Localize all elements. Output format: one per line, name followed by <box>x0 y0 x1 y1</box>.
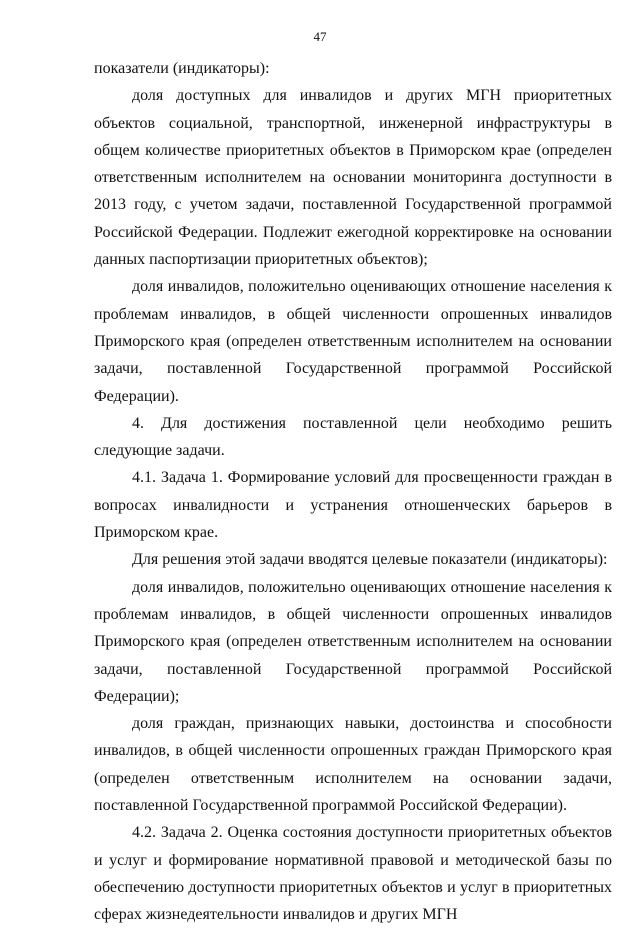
document-body <box>94 55 612 929</box>
paragraph-task-1-indicator-citizens: доля граждан, признающих навыки, достоинства и способности инвалидов, в общей численности опрошенных граждан Приморского края (определен ответственным исполнителем на основании задачи, поставленной Государственной программой Российской Федерации). <box>94 715 612 815</box>
paragraph-task-2: 4.2. Задача 2. Оценка состояния доступности приоритетных объектов и услуг и формирование нормативной правовой и методической базы по обеспечению доступности приоритетных объектов и услуг в приоритетных сферах жизнедеятельности инвалидов и других МГН <box>94 824 612 924</box>
paragraph-section-4: 4. Для достижения поставленной цели необходимо решить следующие задачи. <box>94 414 612 460</box>
paragraph-task-1-indicator-attitude: доля инвалидов, положительно оценивающих отношение населения к проблемам инвалидов, в общей численности опрошенных инвалидов Приморского края (определен ответственным исполнителем на основании задачи, поставленной Государственной программой Российской Федерации); <box>94 578 612 705</box>
paragraph-task-1-indicators: Для решения этой задачи вводятся целевые показатели (индикаторы): <box>132 551 608 569</box>
page-number: 47 <box>313 29 327 44</box>
paragraph-indicator-disabled-attitude: доля инвалидов, положительно оценивающих отношение населения к проблемам инвалидов, в общей численности опрошенных инвалидов Приморского края (определен ответственным исполнителем на основании задачи, поставленной Государственной программой Российской Федерации). <box>94 278 612 405</box>
paragraph-indicator-accessible-objects: доля доступных для инвалидов и других МГН приоритетных объектов социальной, транспортной, инженерной инфраструктуры в общем количестве приоритетных объектов в Приморском крае (определен ответственным исполнителем на основании мониторинга доступности в 2013 году, с учетом задачи, поставленной Государственной программой Российской Федерации. Подлежит ежегодной корректировке на основании данных паспортизации приоритетных объектов); <box>94 87 612 269</box>
paragraph-indicators-intro: показатели (индикаторы): <box>94 60 270 77</box>
paragraph-task-1: 4.1. Задача 1. Формирование условий для просвещенности граждан в вопросах инвалидности и устранения отношенческих барьеров в Приморском крае. <box>94 469 612 542</box>
